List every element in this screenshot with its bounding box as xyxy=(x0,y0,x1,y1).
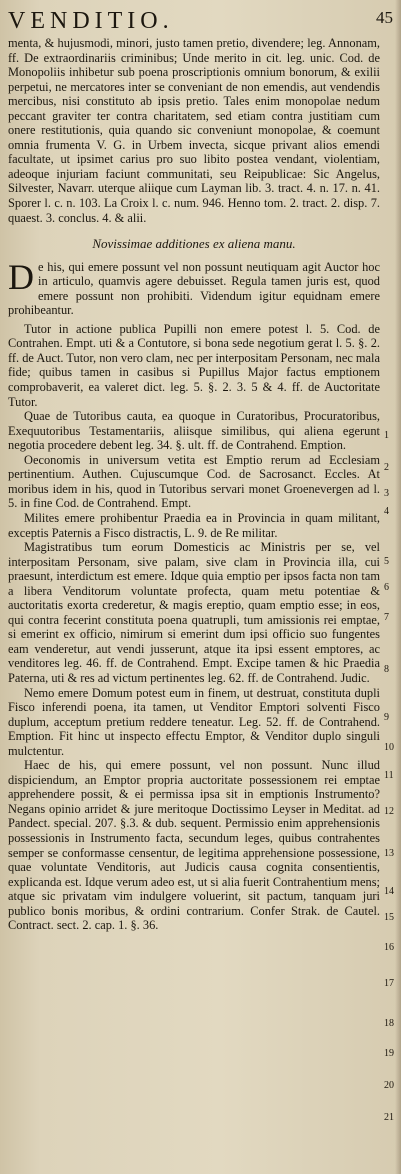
paragraph-tutor: Tutor in actione publica Pupilli non emere potest l. 5. Cod. de Contrahen. Empt. uti & a Contutore, si bona sede negotium gerat l. 5. §. 2. ff. de Auct. Tutor, non vero clam, nec per interpositam Personam, nec mala fide; quibus tamen in casibus si Pupillus Major factus emptionem comprobaverit, ea valeret dict. leg. 5. §. 2. 3. 5 & 4. ff. de Auctoritate Tutor. xyxy=(8,321,380,409)
margin-number: 14 xyxy=(384,886,394,897)
margin-number: 5 xyxy=(384,556,389,567)
drop-cap: D xyxy=(8,256,34,297)
margin-number: 15 xyxy=(384,912,394,923)
margin-number: 7 xyxy=(384,612,389,623)
margin-number: 1 xyxy=(384,430,389,441)
margin-number: 8 xyxy=(384,664,389,675)
section-subheading: Novissimae additiones ex aliena manu. xyxy=(92,236,296,252)
paragraph-curators: Quae de Tutoribus cauta, ea quoque in Curatoribus, Procuratoribus, Exequutoribus Testamentariis, aliisque similibus, qui aliena egerunt negotia procedere debent leg. 34. §. ult. ff. de Contrahend. Emption. xyxy=(8,409,380,453)
margin-number: 9 xyxy=(384,712,389,723)
page-header xyxy=(8,6,393,36)
margin-number: 12 xyxy=(384,806,394,817)
margin-number: 4 xyxy=(384,506,389,517)
margin-number: 2 xyxy=(384,462,389,473)
margin-number: 19 xyxy=(384,1048,394,1059)
paragraph-domus: Nemo emere Domum potest eum in finem, ut destruat, constituta dupli Fisco inferendi poena, ita tamen, ut Venditor Emptori solventi Fisco duplum, acceptum pretium reddere teneatur. Leg. 52. ff. de Contrahend. Emption. Fit hinc ut inspecto effectu Emptor, & Venditor duplo singuli mulctentur. xyxy=(8,685,380,758)
margin-number: 21 xyxy=(384,1112,394,1123)
paragraph-magistratus: Magistratibus tum eorum Domesticis ac Ministris per se, vel interpositam Personam, sive palam, sive clam in Provincia illa, cui praesunt, interdictum est emere. Idque quia emptio per ipsos facta non tam a libera Venditorum voluntate profecta, quam metu potentiae & auctoritatis exorta crederetur, & magis ereptio, quam emptio esse; in eos, qui contra fecerint constituta poena quatrupli, tum amissionis rei emptae, si emerint ex officio, nimirum si emerint dum ipsi officio suo fungentes eam venderetur, aut vendi jusserunt, atque ita ipsi essent emptores, ac venditores leg. 46. ff. de Contrahend. Empt. Excipe tamen & hic Praedia Paterna, uti & res ad victum pertinentes leg. 62. ff. de Contrahend. Judic. xyxy=(8,540,380,685)
margin-number: 17 xyxy=(384,978,394,989)
page-edge-shadow xyxy=(395,0,401,1174)
margin-number: 20 xyxy=(384,1080,394,1091)
paragraph-intro-text: e his, qui emere possunt vel non possunt neutiquam agit Auctor hoc in articulo, quamvis agere debuisset. Regula tamen juris est, quod emere possunt non prohibiti. Videndum igitur equidnam emere prohibeantur. xyxy=(8,259,380,318)
paragraph-possessio: Haec de his, qui emere possunt, vel non possunt. Nunc illud dispiciendum, an Emptor propria auctoritate possessionem rei emptae apprehendere possit, & ei permissa ipsa sit in emptionis Instrumento? Negans opinio arridet & jure meritoque Doctissimo Leyser in Meditat. ad Pandect. special. 207. §.3. & dub. sequent. Permissio enim apprehensionis possessionis in Instrumento facta, secundum leges, quibus contrahentes semper se conformasse censentur, de legitima apprehensione possessione, quae voluntate Venditoris, aut Judicis causa cognita consentientis, explicanda est. Idque verum adeo est, ut si alia fuerit Contrahentium mens; atque sic privatam vim indulgere voluerint, sit pactum, tanquam juri publico bonis moribus, & ordini contrarium. Confer Strak. de Cautel. Contract. sect. 2. cap. 1. §. 36. xyxy=(8,758,380,933)
paragraph-continued: menta, & hujusmodi, minori, justo tamen pretio, divendere; leg. Annonam, ff. De extraordinariis criminibus; Unde merito in cit. leg. unic. Cod. de Monopoliis inhibetur sub poena proscriptionis omnium bonorum, & exilii perpetui, ne mercatores inter se conveniant de non emendis, aut vendendis mercibus, nisi constituto ab ipsis pretio. Tales enim monopolae nedum peccant graviter ter contra charitatem, sed etiam contra justitiam cum onere restitutionis, quia quando sic conveniunt monopolae, & coemunt omnia frumenta V. G. in Urbem invecta, sicque privant alios emendi facultate, ut ipsimet carius pro suo libito postea vendant, violentiam, adeoque injuriam faciunt communitati, seu Reipublicae: Sic Angelus, Silvester, Navarr. uterque aliique cum Layman lib. 3. tract. 4. n. 17. n. 41. Sporer l. c. n. 103. La Croix l. c. num. 946. Henno tom. 2. tract. 2. disp. 7. quaest. 3. conclus. 4. & alii. xyxy=(8,36,380,225)
page-number: 45 xyxy=(376,8,393,27)
paragraph-milites: Milites emere prohibentur Praedia ea in Provincia in quam militant, exceptis Paternis a Fisco distractis, L. 9. de Re militar. xyxy=(8,510,380,540)
margin-number: 16 xyxy=(384,942,394,953)
margin-number: 6 xyxy=(384,582,389,593)
margin-number: 3 xyxy=(384,488,389,499)
paragraph-intro xyxy=(8,256,380,318)
paragraph-oeconomi: Oeconomis in universum vetita est Emptio rerum ad Ecclesiam pertinentium. Authen. Cujuscumque Cod. de Sacrosanct. Eccles. At moribus idem in his, quod in Tutoribus servari monet Groenevergen ad l. 5. in fine Cod. de Contrahend. Empt. xyxy=(8,452,380,511)
margin-number: 13 xyxy=(384,848,394,859)
running-title: VENDITIO. xyxy=(8,8,174,34)
margin-number: 10 xyxy=(384,742,394,753)
text-column xyxy=(8,36,380,933)
margin-number: 11 xyxy=(384,770,394,781)
margin-number: 18 xyxy=(384,1018,394,1029)
